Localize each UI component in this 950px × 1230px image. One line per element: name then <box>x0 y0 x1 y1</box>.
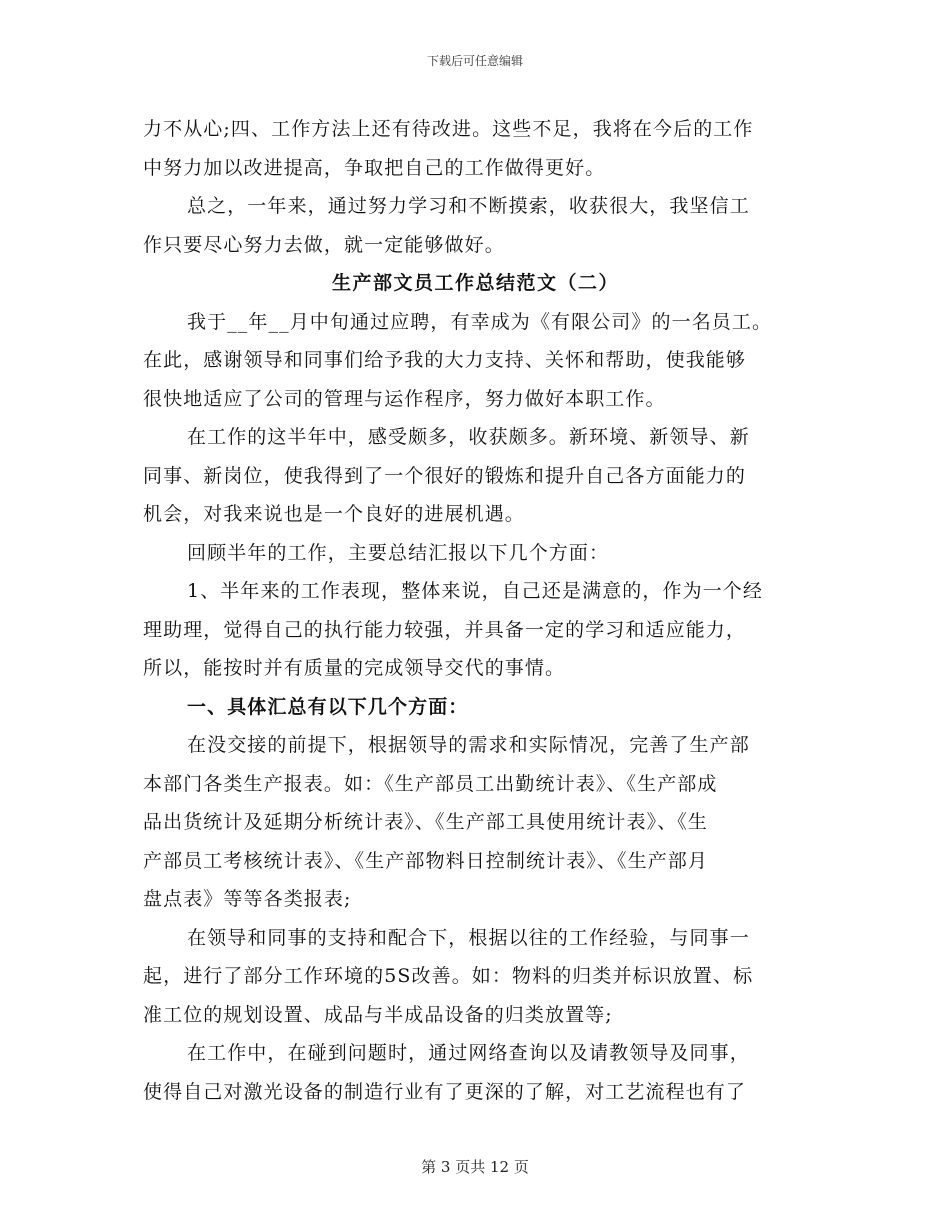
paragraph-line: 同事、新岗位，使我得到了一个很好的锻炼和提升自己各方面能力的 <box>143 464 747 487</box>
document-body <box>143 110 808 1111</box>
paragraph-line: 在领导和同事的支持和配合下，根据以往的工作经验，与同事一 <box>187 926 750 949</box>
paragraph-line: 在没交接的前提下，根据领导的需求和实际情况，完善了生产部 <box>187 734 750 756</box>
paragraph-line: 品出货统计及延期分析统计表》、《生产部工具使用统计表》、《生 <box>143 811 709 833</box>
section-title: 生产部文员工作总结范文（二） <box>331 272 619 294</box>
paragraph-line: 回顾半年的工作，主要总结汇报以下几个方面： <box>187 541 610 564</box>
paragraph-line: 机会，对我来说也是一个良好的进展机遇。 <box>143 503 525 525</box>
paragraph-line: 所以，能按时并有质量的完成领导交代的事情。 <box>143 657 566 679</box>
paragraph-line: 盘点表》等等各类报表; <box>143 888 352 910</box>
paragraph-line: 作只要尽心努力去做，就一定能够做好。 <box>143 233 505 256</box>
paragraph-line: 理助理，觉得自己的执行能力较强，并具备一定的学习和适应能力， <box>143 618 747 641</box>
paragraph-line: 使得自己对激光设备的制造行业有了更深的了解，对工艺流程也有了 <box>143 1080 747 1103</box>
page-header: 下载后可任意编辑 <box>426 54 523 68</box>
paragraph-line: 中努力加以改进提高，争取把自己的工作做得更好。 <box>143 156 606 179</box>
page-number: 第 3 页共 12 页 <box>421 1158 529 1176</box>
paragraph-line: 力不从心;四、工作方法上还有待改进。这些不足，我将在今后的工作 <box>143 118 754 140</box>
paragraph-line: 产部员工考核统计表》、《生产部物料日控制统计表》、《生产部月 <box>143 849 709 872</box>
paragraph-line: 1、半年来的工作表现，整体来说，自己还是满意的，作为一个经 <box>187 580 763 602</box>
paragraph-line: 在工作中，在碰到问题时，通过网络查询以及请教领导及同事， <box>187 1042 750 1064</box>
subsection-heading: 一、具体汇总有以下几个方面： <box>187 695 469 718</box>
paragraph-line: 我于__年__月中旬通过应聘，有幸成为《有限公司》的一名员工。 <box>187 310 773 333</box>
paragraph-line: 在工作的这半年中，感受颇多，收获颇多。新环境、新领导、新 <box>187 426 750 448</box>
paragraph-line: 起，进行了部分工作环境的5S改善。如：物料的归类并标识放置、标 <box>143 965 754 987</box>
paragraph-line: 本部门各类生产报表。如：《生产部员工出勤统计表》、《生产部成 <box>143 772 718 795</box>
paragraph-line: 在此，感谢领导和同事们给予我的大力支持、关怀和帮助，使我能够 <box>143 349 747 371</box>
paragraph-line: 准工位的规划设置、成品与半成品设备的归类放置等; <box>143 1003 613 1026</box>
paragraph-line: 很快地适应了公司的管理与运作程序，努力做好本职工作。 <box>143 387 666 410</box>
paragraph-line: 总之，一年来，通过努力学习和不断摸索，收获很大，我坚信工 <box>187 195 750 217</box>
